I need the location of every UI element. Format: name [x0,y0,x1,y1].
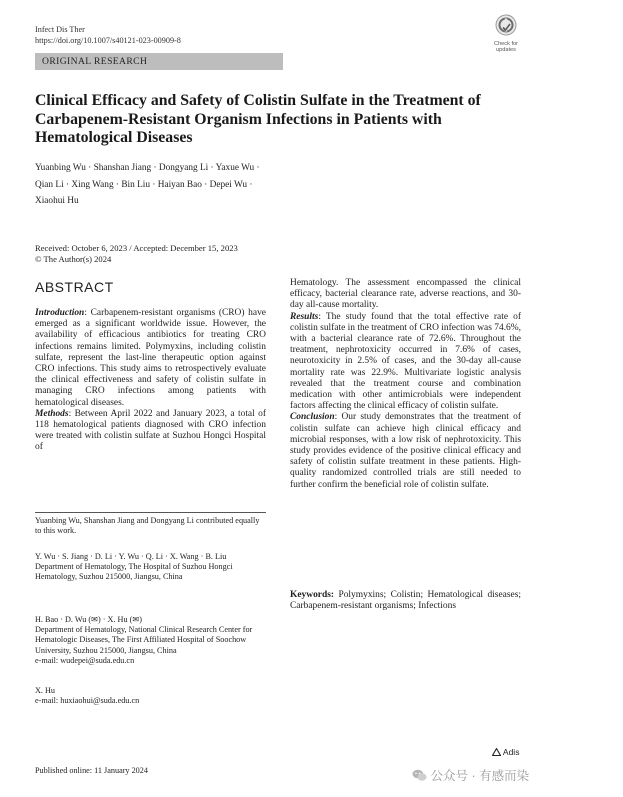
author-line: Xiaohui Hu [35,196,79,206]
results-label: Results [290,311,319,322]
doi-link[interactable]: https://doi.org/10.1007/s40121-023-00909-8 [35,36,181,45]
crossmark-label-1: Check for [494,41,518,47]
publisher-logo [492,747,519,757]
email-link[interactable]: e-mail: huxiaohui@suda.edu.cn [35,696,140,706]
conclusion-text: : Our study demonstrates that the treatment of colistin sulfate can achieve high clinical efficacy and microbial responses, with a low risk of nephrotoxicity. This study provides evidence of the positive clinical efficacy and safety of colistin sulfate treatment in these patients. High-quality randomized controlled trials are still needed to further confirm the beneficial role of colistin sulfate. [290,412,521,490]
equal-contribution-note: Yuanbing Wu, Shanshan Jiang and Dongyang Li contributed equally to this work. [35,516,260,536]
results-paragraph [290,312,521,413]
conclusion-label: Conclusion [290,412,335,423]
email-link[interactable]: e-mail: wudepei@suda.edu.cn [35,655,135,665]
introduction-label: Introduction [35,308,85,318]
published-online-date: Published online: 11 January 2024 [35,766,148,775]
keywords-text: Polymyxins; Colistin; Hematological diseases; Carbapenem-resistant organisms; Infections [290,590,521,612]
methods-paragraph [35,409,266,454]
introduction-text: : Carbapenem-resistant organisms (CRO) have emerged as a significant worldwide issue. However, the availability of efficacious antibiotics for treating CRO infections remains limited. Polymyxins, including colistin sulfate, represent the last-line therapeutic option against CRO infections. This study aims to retrospectively evaluate the clinical effectiveness and safety of colistin sulfate in managing CRO infections among patients with hematological diseases. [35,308,266,408]
affiliation-names: Y. Wu · S. Jiang · D. Li · Y. Wu · Q. Li · X. Wang · B. Liu [35,552,227,561]
affiliation-address: Department of Hematology, The Hospital of Suzhou Hongci Hematology, Suzhou 215000, Jiangsu, China [35,562,233,582]
crossmark-label-2: updates [496,47,516,53]
abstract-heading: ABSTRACT [35,279,114,295]
article-type-banner: ORIGINAL RESEARCH [35,53,283,70]
affiliation-address: Department of Hematology, National Clinical Research Center for Hematologic Diseases, The First Affiliated Hospital of Soochow University, Suzhou 215000, Jiangsu, China [35,625,253,655]
footnote-divider [35,512,266,513]
publisher-name: Adis [502,747,520,757]
copyright: © The Author(s) 2024 [35,253,112,264]
affiliation-2 [35,615,257,666]
results-text: : The study found that the total effective rate of colistin sulfate in the treatment of CRO infection was 74.6%, with a bacterial clearance rate of 72.6%. Throughout the treatment, nephrotoxicity occurred in 7.6% of cases, neurotoxicity in 2.5% of cases, and the 30-day all-cause mortality rate was 22.9%. Multivariate logistic analysis revealed that the treatment course and combination medication with other antimicrobials were independent factors affecting the clinical efficacy of colistin sulfate. [290,311,521,412]
affiliation-names: X. Hu [35,686,56,695]
wechat-icon [412,769,427,782]
affiliation-1 [35,552,255,583]
abstract-left-column [35,308,266,454]
author-list [35,160,335,210]
received-accepted: Received: October 6, 2023 / Accepted: December 15, 2023 [35,243,238,253]
check-for-updates-badge[interactable] [491,14,521,53]
abstract-right-column [290,278,521,491]
author-line: Qian Li · Xing Wang · Bin Liu · Haiyan Bao · Depei Wu · [35,179,253,190]
triangle-icon [492,748,501,756]
article-title: Clinical Efficacy and Safety of Colistin Sulfate in the Treatment of Carbapenem-Resistant Organism Infections in Patients with Hematological Diseases [35,92,481,146]
watermark-text: 公众号 · 有感而染 [430,769,530,783]
keywords-label: Keywords: [290,590,335,600]
author-line: Yuanbing Wu · Shanshan Jiang · Dongyang Li · Yaxue Wu · [35,163,260,173]
journal-name: Infect Dis Ther [35,25,85,34]
methods-text: : Between April 2022 and January 2023, a total of 118 hematological patients diagnosed with CRO infection were treated with colistin sulfate at Suzhou Hongci Hospital of [35,408,266,453]
affiliation-names: H. Bao · D. Wu (✉) · X. Hu (✉) [35,615,142,624]
conclusion-paragraph [290,412,521,490]
crossmark-icon [495,14,517,36]
keywords [290,590,521,612]
methods-label: Methods [35,408,69,419]
article-dates [35,243,238,264]
affiliation-3 [35,686,275,706]
methods-continued: Hematology. The assessment encompassed the clinical efficacy, bacterial clearance rate, adverse reactions, and 30-day all-cause mortality. [290,278,521,311]
wechat-watermark [412,766,529,784]
introduction-paragraph [35,308,266,409]
